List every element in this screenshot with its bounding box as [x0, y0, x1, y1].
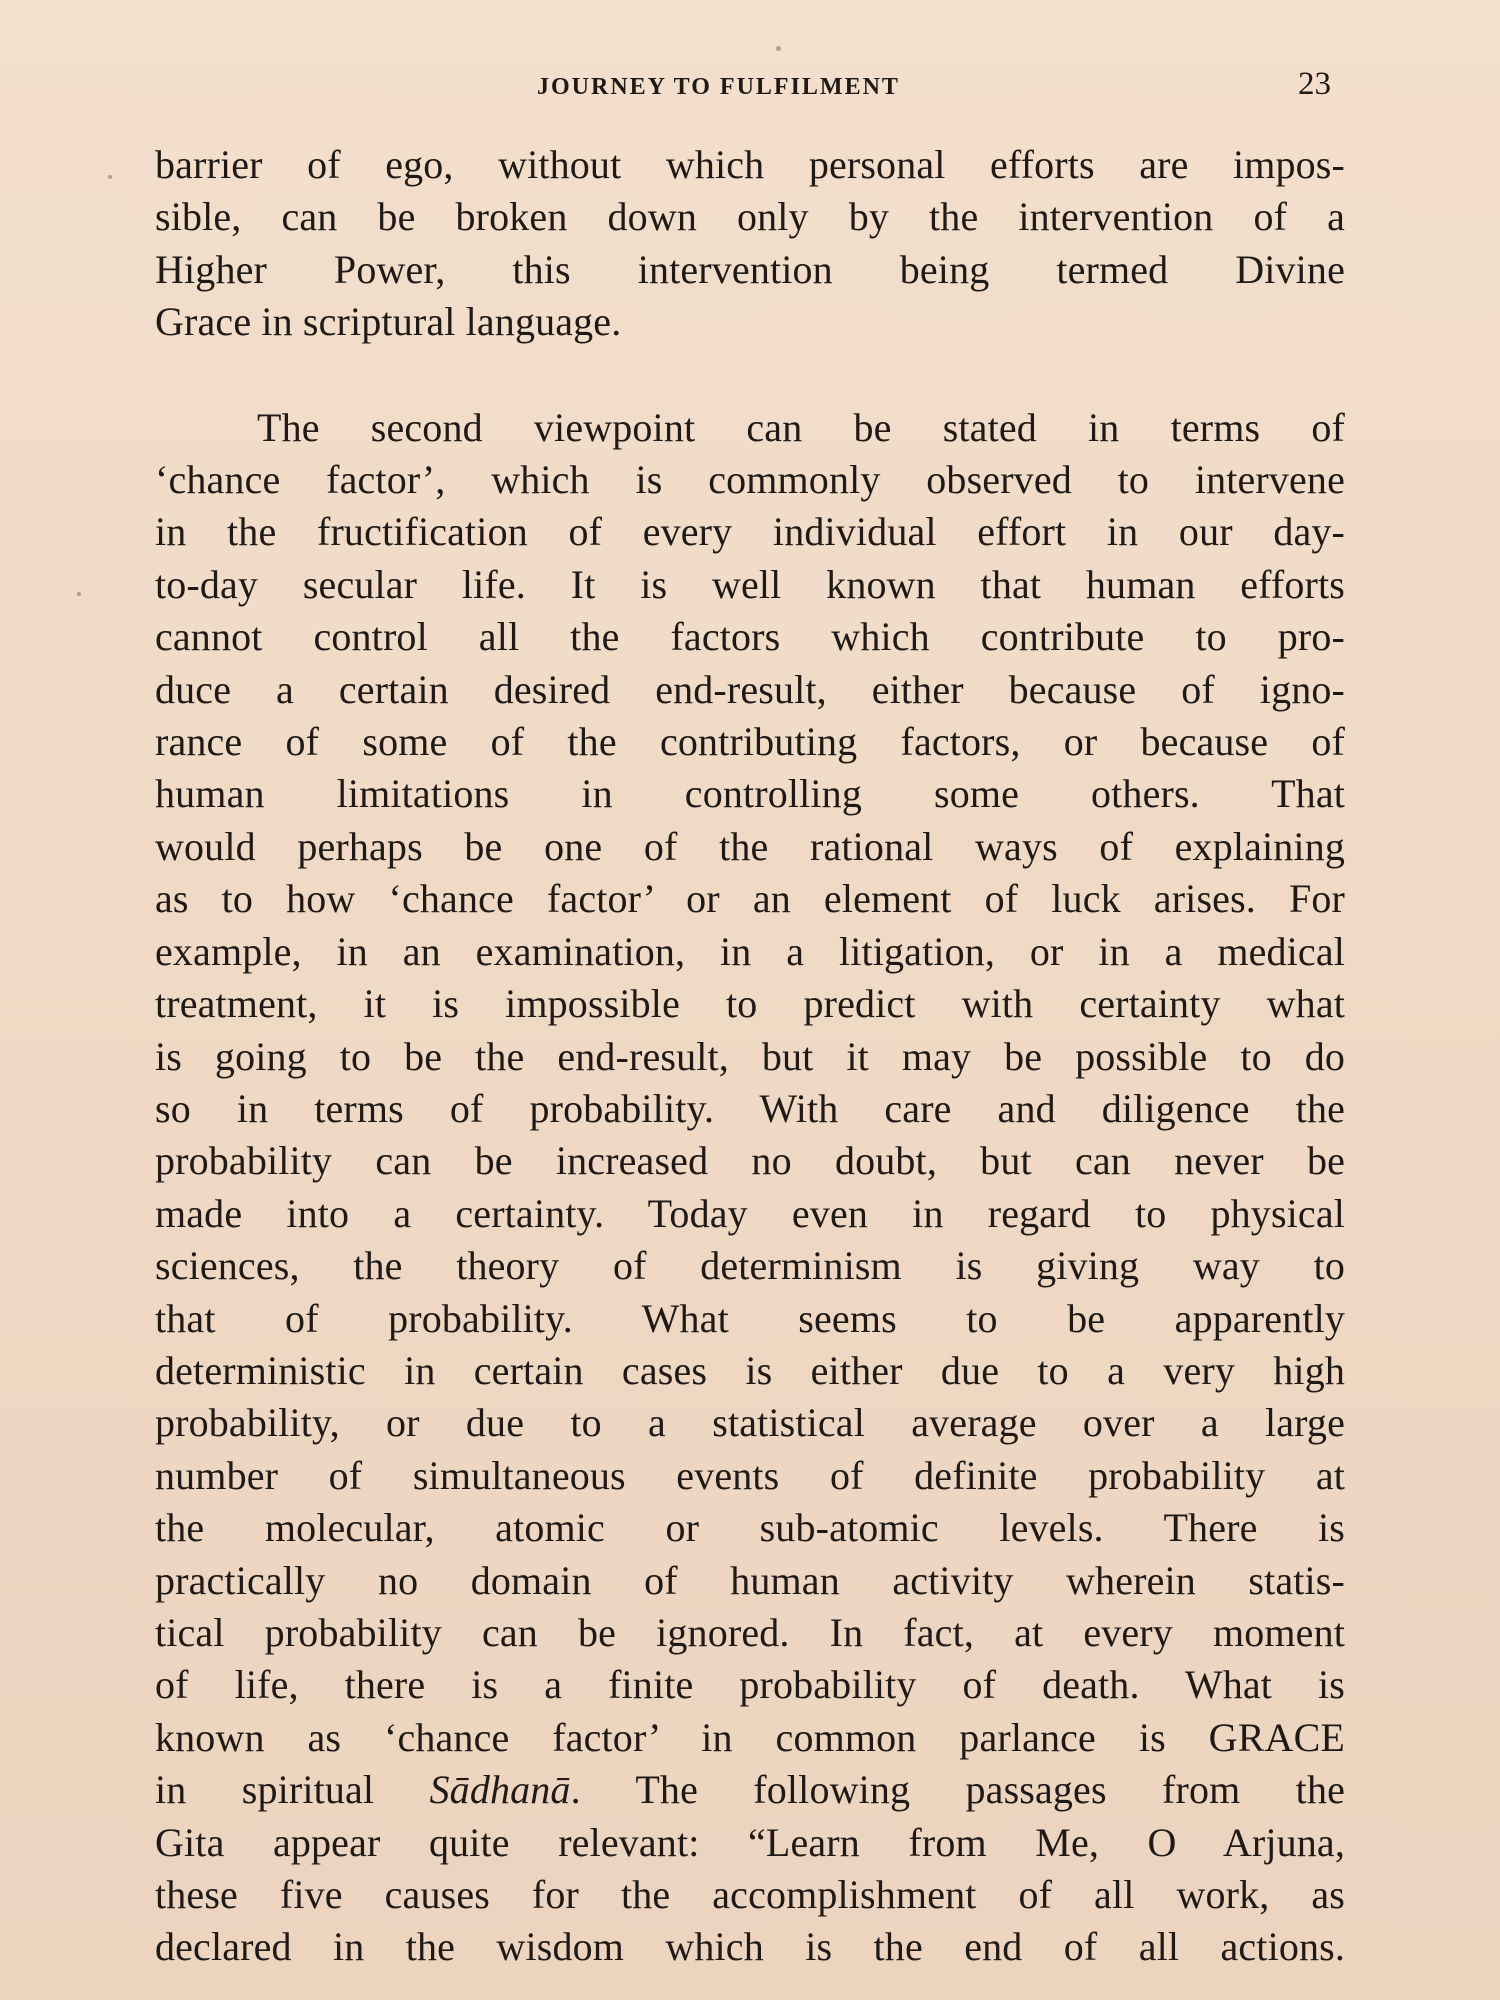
text-line: is going to be the end-result, but it may be possible to do	[155, 1033, 1345, 1079]
text-line: practically no domain of human activity wherein statis-	[155, 1557, 1345, 1603]
text-line: Grace in scriptural language.	[155, 299, 622, 345]
paragraph-1	[155, 139, 1345, 349]
text-line: duce a certain desired end-result, either because of igno-	[155, 666, 1345, 712]
text-line: barrier of ego, without which personal efforts are impos-	[155, 142, 1345, 187]
line-prefix: in spiritual	[155, 1767, 430, 1813]
text-line: Higher Power, this intervention being termed Divine	[155, 246, 1345, 292]
text-line: rance of some of the contributing factors, or because of	[155, 719, 1345, 765]
text-line: treatment, it is impossible to predict with certainty what	[155, 981, 1345, 1027]
running-head	[0, 66, 1500, 106]
text-line: would perhaps be one of the rational ways of explaining	[155, 823, 1345, 869]
text-line: example, in an examination, in a litigation, or in a medical	[155, 928, 1345, 974]
text-line: these five causes for the accomplishment of all work, as	[155, 1872, 1345, 1917]
text-line: sible, can be broken down only by the intervention of a	[155, 194, 1345, 240]
ink-speck	[108, 175, 112, 179]
text-line: in the fructification of every individual effort in our day-	[155, 509, 1345, 555]
text-line: of life, there is a finite probability of death. What is	[155, 1662, 1345, 1708]
text-line: that of probability. What seems to be apparently	[155, 1295, 1345, 1341]
text-line: probability, or due to a statistical average over a large	[155, 1400, 1345, 1446]
text-line: The second viewpoint can be stated in terms of	[257, 404, 1345, 450]
text-line: cannot control all the factors which contribute to pro-	[155, 614, 1345, 660]
text-line: made into a certainty. Today even in regard to physical	[155, 1190, 1345, 1236]
line-suffix: . The following passages from the	[570, 1767, 1345, 1813]
ink-speck	[776, 46, 781, 51]
text-line: known as ‘chance factor’ in common parlance is GRACE	[155, 1714, 1345, 1760]
text-line: declared in the wisdom which is the end of all actions.	[155, 1924, 1345, 1970]
ink-speck	[77, 592, 81, 596]
text-line: to-day secular life. It is well known that human efforts	[155, 561, 1345, 607]
body-text	[155, 139, 1345, 1974]
text-line: ‘chance factor’, which is commonly observed to intervene	[155, 457, 1345, 503]
paragraph-2	[155, 402, 1345, 1974]
text-line: sciences, the theory of determinism is giving way to	[155, 1243, 1345, 1289]
text-line: probability can be increased no doubt, but can never be	[155, 1138, 1345, 1184]
text-line: as to how ‘chance factor’ or an element of luck arises. For	[155, 876, 1345, 922]
text-line: the molecular, atomic or sub-atomic levels. There is	[155, 1505, 1345, 1551]
text-line: tical probability can be ignored. In fact, at every moment	[155, 1609, 1345, 1655]
text-line: Gita appear quite relevant: “Learn from Me, O Arjuna,	[155, 1819, 1345, 1865]
running-title: JOURNEY TO FULFILMENT	[537, 74, 900, 100]
italic-term: Sādhanā	[429, 1767, 571, 1813]
text-line-with-italic	[155, 1764, 1345, 1816]
text-line: deterministic in certain cases is either due to a very high	[155, 1347, 1345, 1393]
text-line: human limitations in controlling some others. That	[155, 771, 1345, 817]
text-line: number of simultaneous events of definite probability at	[155, 1452, 1345, 1498]
page-number: 23	[1298, 66, 1331, 102]
text-line: so in terms of probability. With care and diligence the	[155, 1085, 1345, 1131]
